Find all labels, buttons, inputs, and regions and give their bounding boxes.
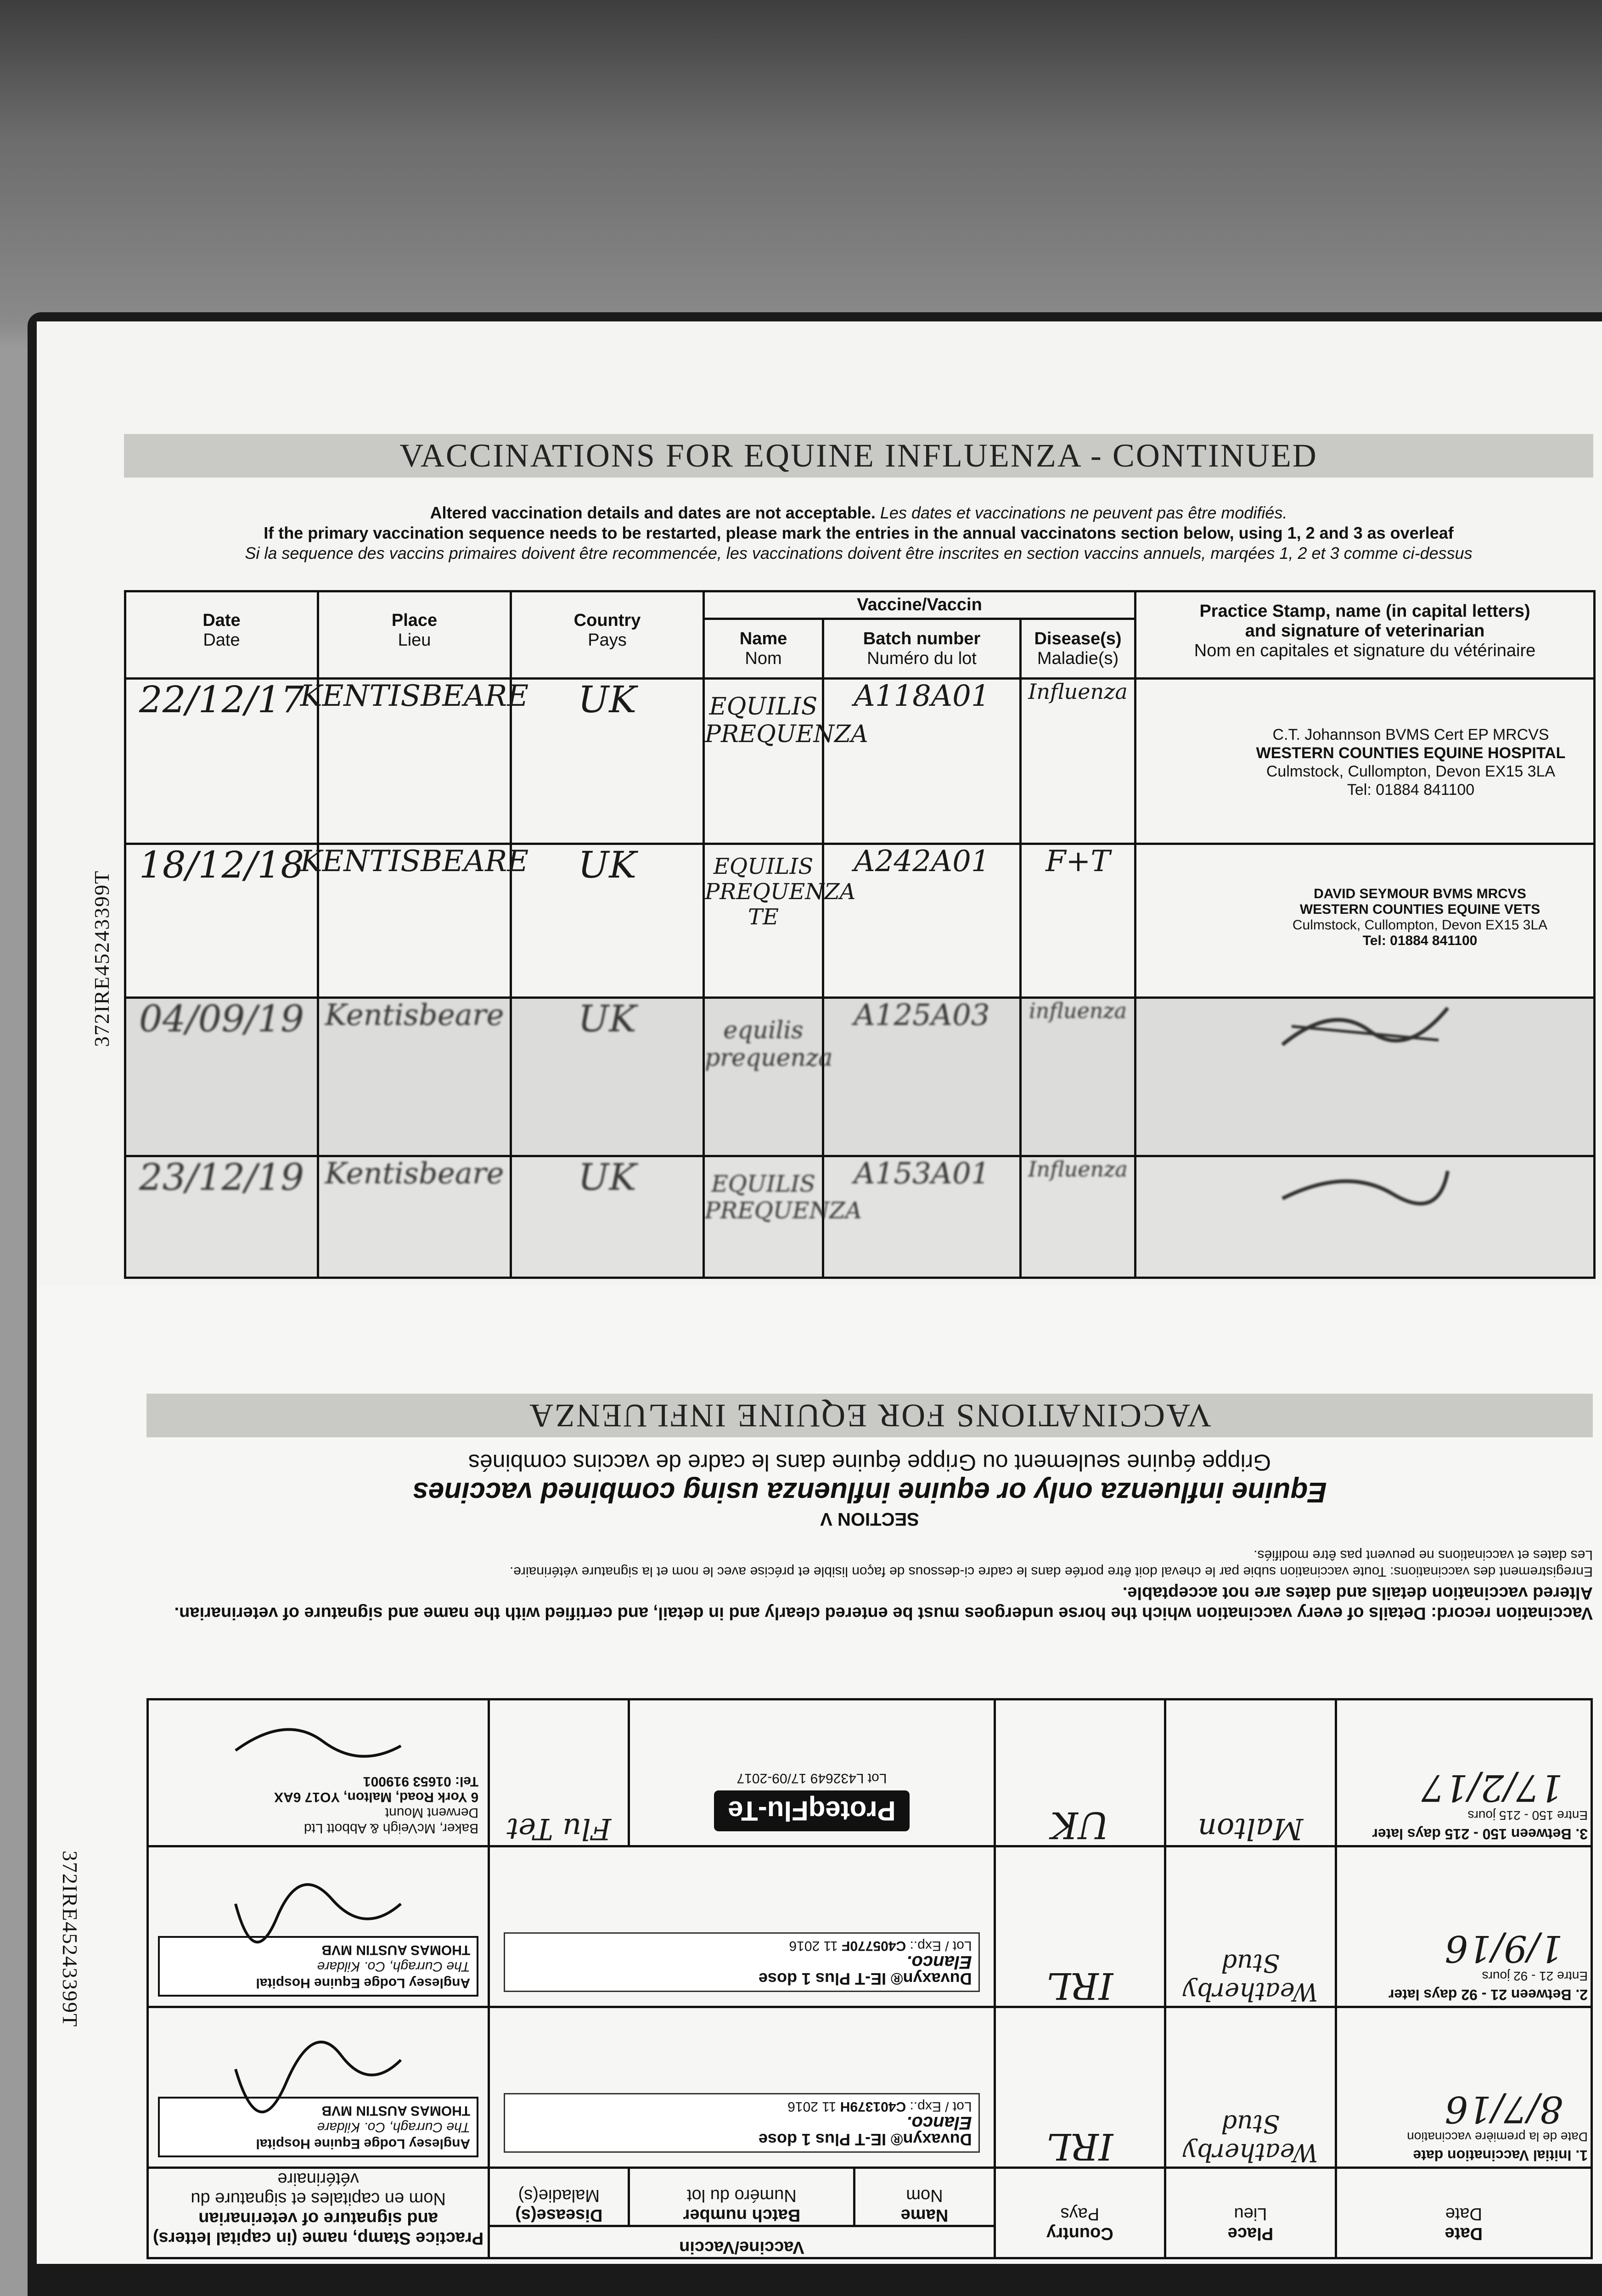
bottom-banner-title: VACCINATIONS FOR EQUINE INFLUENZA [528,1397,1211,1434]
row4-disease: Influenza [1028,1157,1128,1182]
bottom-header-disease: Disease(s) Maladie(s) [489,2168,629,2226]
bottom-page [37,1286,1602,2264]
row4-signature-icon [1278,1157,1452,1212]
bottom-row2-signature-icon [231,1881,405,1936]
row4-batch: A153A01 [854,1157,990,1191]
bottom-page-rotated [37,1286,1602,2264]
row1-vaccine-name: EQUILIS PREQUENZA [705,693,868,748]
row1-place: KENTISBEARE [300,679,529,713]
bottom-row2-vaccine [489,1846,995,2007]
top-instructions [124,503,1593,563]
table-row [148,1846,1592,2007]
row1-vet-stamp: C.T. Johannson BVMS Cert EP MRCVS WESTERN COUNTIES EQUINE HOSPITAL Culmstock, Cullompton, Devon EX15 3LA Tel: 01884 841100 [1256,726,1566,799]
bottom-header-batch: Batch number Numéro du lot [629,2168,854,2226]
table-row [125,844,1595,998]
section-title: Equine influenza only or equine influenza using combined vaccines [412,1476,1327,1508]
instr-italic: Les dates et vaccinations ne peuvent pas être modifiés. [880,503,1287,522]
bottom-row2-place: Weatherby Stud [1183,1948,1318,2006]
row3-signature-icon [1278,999,1452,1054]
row3-disease: influenza [1029,998,1127,1023]
bottom-row2-stamp: Anglesey Lodge Equine Hospital The Curragh, Co. Kildare THOMAS AUSTIN MVB [148,1846,489,2007]
row4-country: UK [578,1156,637,1199]
bottom-row3-lot: Lot L432649 17/09-2017 [736,1771,887,1786]
bottom-row3-disease: Flu Tet [506,1812,612,1846]
header-date: Date Date [125,591,318,679]
row2-country: UK [578,844,637,886]
row4-vet-stamp [1136,1157,1593,1212]
instr-restart: If the primary vaccination sequence needs to be restarted, please mark the entries in the annual vaccinatons section below, using 1, 2 and 3 as overleaf [264,523,1454,542]
bottom-row3-place: Malton [1197,1812,1304,1846]
instr-restart-fr: Si la sequence des vaccins primaires doivent être recommencée, les vaccinations doivent être inscrites en section vaccins annuels, marqées 1, 2 et 3 comme ci-dessus [245,544,1473,563]
header-name: Name Nom [704,619,823,679]
record-text: Vaccination record: Details of every vaccination which the horse undergoes must be entered clearly and in detail, and certified with the name and signature of veterinarian. Altered vaccination details and dates are not acceptable. [174,1583,1593,1623]
header-vaccine: Vaccine/Vaccin [704,591,1135,619]
bottom-header-stamp: Practice Stamp, name (in capital letters) and signature of veterinarian Nom en capitales et signature du vétérinaire [148,2168,489,2258]
table-row [148,1699,1592,1846]
bottom-side-code: 372IRE45243399T [58,1851,82,2028]
bottom-row3-date: 17/2/17 [1421,1767,1563,1809]
row1-country: UK [578,678,637,721]
bottom-row3-date-cell: 3. Between 150 - 215 days later Entre 150 - 215 jours 17/2/17 [1336,1699,1591,1846]
bottom-header-name: Name Nom [854,2168,995,2226]
table-row [125,679,1595,844]
bottom-row3-country: UK [1051,1804,1109,1846]
bottom-row1-vaccine [489,2007,995,2168]
bottom-header-date: Date Date [1336,2168,1591,2258]
bottom-row2-country: IRL [1046,1964,1113,2007]
row1-batch: A118A01 [854,679,990,713]
section-number: SECTION V [820,1509,919,1529]
row2-disease: F+T [1046,844,1110,878]
bottom-row3-signature-icon [231,1718,405,1773]
bottom-row2-date-cell: 2. Between 21 - 92 days later Entre 21 - 92 jours 1/9/16 [1336,1846,1591,2007]
bottom-vaccination-table [146,1698,1593,2259]
section-subtitle: Grippe équine seulement ou Grippe équine dans le cadre de vaccins combinés [468,1450,1271,1475]
top-page [37,321,1602,1290]
top-banner [124,434,1593,478]
top-side-code: 372IRE45243399T [90,870,113,1047]
bottom-row1-date: 8/7/16 [1445,2088,1563,2131]
row3-vaccine-name: equilis prequenza [705,1017,833,1072]
bottom-row1-country: IRL [1046,2125,1113,2168]
bottom-header-country: Country Pays [995,2168,1165,2258]
bottom-row1-place: Weatherby Stud [1183,2109,1318,2167]
bottom-banner [146,1394,1593,1437]
row4-vaccine-name: EQUILIS PREQUENZA [705,1171,862,1224]
row4-date: 23/12/19 [139,1156,304,1199]
bottom-row3-proteq-label: ProteqFlu-Te [714,1790,910,1831]
bottom-row3-stamp: Baker, McVeigh & Abbott Ltd Derwent Mount 6 York Road, Malton, YO17 6AX Tel: 01653 919001 [148,1699,489,1846]
header-disease: Disease(s) Maladie(s) [1021,619,1135,679]
top-banner-title: VACCINATIONS FOR EQUINE INFLUENZA - CONTINUED [399,437,1318,474]
instr-bold: Altered vaccination details and dates are not acceptable. [430,503,876,522]
row4-place: Kentisbeare [325,1157,504,1191]
table-row [125,998,1595,1156]
row2-place: KENTISBEARE [300,844,529,878]
row2-date: 18/12/18 [139,844,304,886]
header-stamp: Practice Stamp, name (in capital letters) and signature of veterinarian Nom en capitales et signature du vétérinaire [1135,591,1595,679]
table-row [125,1156,1595,1278]
section-header [146,1449,1593,1529]
bottom-header-vaccine: Vaccine/Vaccin [489,2226,995,2258]
bottom-row1-date-cell: 1. Initial Vaccination date Date de la première vaccination 8/7/16 [1336,2007,1591,2168]
row2-vaccine-name: EQUILIS PREQUENZA TE [705,854,856,930]
row3-date: 04/09/19 [139,997,304,1040]
row3-vet-stamp [1136,999,1593,1054]
row1-date: 22/12/17 [139,678,304,721]
row2-vet-stamp: DAVID SEYMOUR BVMS MRCVS WESTERN COUNTIES EQUINE VETS Culmstock, Cullompton, Devon EX15 3LA Tel: 01884 841100 [1292,886,1548,948]
bottom-row2-date: 1/9/16 [1445,1927,1563,1970]
bottom-header-place: Place Lieu [1165,2168,1336,2258]
row2-batch: A242A01 [854,844,990,878]
header-country: Country Pays [511,591,704,679]
row3-place: Kentisbeare [325,998,504,1032]
table-row [148,2007,1592,2168]
row3-batch: A125A03 [854,998,990,1032]
record-text-fr: Enregistrement des vaccinations: Toute vaccination subie par le cheval doit être portée dans le cadre ci-dessous de façon lisible et précise avec le nom et la signature vétérinaire. Les dates et vaccinations ne peuvent pas être modifiés. [509,1548,1593,1579]
bottom-row2-sticker: Duvaxyn® IE-T Plus 1 dose Elanco. Lot / Exp.: C405770F 11 2016 [504,1932,979,1992]
bottom-row1-sticker: Duvaxyn® IE-T Plus 1 dose Elanco. Lot / Exp.: C401379H 11 2016 [504,2093,979,2153]
bottom-row1-signature-icon [231,2042,405,2097]
bottom-row3-vaccine [629,1699,995,1846]
bottom-row1-stamp: Anglesey Lodge Equine Hospital The Curragh, Co. Kildare THOMAS AUSTIN MVB [148,2007,489,2168]
row1-disease: Influenza [1028,679,1128,704]
row3-country: UK [578,997,637,1040]
header-place: Place Lieu [318,591,511,679]
header-batch: Batch number Numéro du lot [823,619,1021,679]
top-vaccination-table [124,590,1596,1279]
